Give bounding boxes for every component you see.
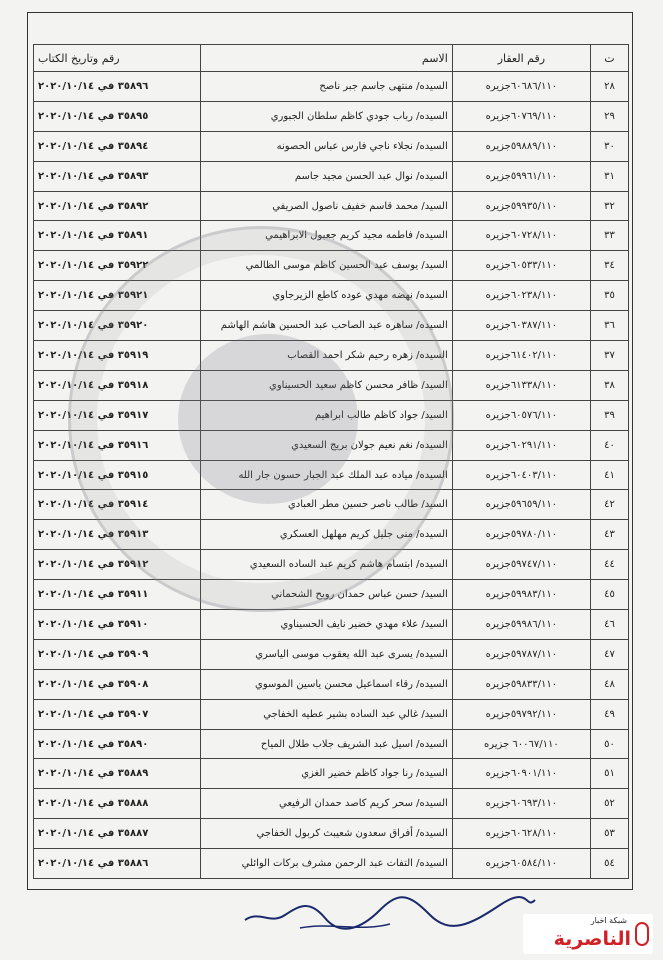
row-property-number: ٦٠٥٣٣/١١٠جزيره — [452, 251, 590, 281]
row-reference: ٣٥٩١٢ في ٢٠٢٠/١٠/١٤ — [34, 550, 201, 580]
row-property-number: ٦١٤٠٢/١١٠جزيره — [452, 341, 590, 371]
row-name: السيده/ يسرى عبد الله يعقوب موسى الياسري — [200, 639, 452, 669]
row-index: ٥٣ — [590, 819, 628, 849]
header-index: ت — [590, 45, 628, 72]
row-reference: ٣٥٩١٣ في ٢٠٢٠/١٠/١٤ — [34, 520, 201, 550]
row-property-number: ٦٠٧٦٩/١١٠جزيره — [452, 101, 590, 131]
row-index: ٤٤ — [590, 550, 628, 580]
row-index: ٣٧ — [590, 341, 628, 371]
table-row — [34, 430, 629, 460]
row-reference: ٣٥٩٢٢ في ٢٠٢٠/١٠/١٤ — [34, 251, 201, 281]
row-reference: ٣٥٩١٤ في ٢٠٢٠/١٠/١٤ — [34, 490, 201, 520]
row-reference: ٣٥٩٠٩ في ٢٠٢٠/١٠/١٤ — [34, 639, 201, 669]
table-row — [34, 191, 629, 221]
row-name: السيده/ رقاء اسماعيل محسن ياسين الموسوي — [200, 669, 452, 699]
row-name: السيد/ حسن عباس حمدان رويح الشحماني — [200, 580, 452, 610]
table-row — [34, 490, 629, 520]
row-property-number: ٦٠٢٣٨/١١٠جزيره — [452, 281, 590, 311]
row-index: ٤٧ — [590, 639, 628, 669]
row-property-number: ٦٠٦٢٨/١١٠جزيره — [452, 819, 590, 849]
records-table — [33, 44, 629, 879]
row-name: السيده/ منى جليل كريم مهلهل العسكري — [200, 520, 452, 550]
row-property-number: ٦٠٢٩١/١١٠جزيره — [452, 430, 590, 460]
table-row — [34, 101, 629, 131]
row-index: ٤٥ — [590, 580, 628, 610]
table-row — [34, 400, 629, 430]
row-name: السيده/ فاطمه مجيد كريم جعبول الابراهيمي — [200, 221, 452, 251]
row-index: ٣١ — [590, 161, 628, 191]
row-reference: ٣٥٨٩٣ في ٢٠٢٠/١٠/١٤ — [34, 161, 201, 191]
row-index: ٤٠ — [590, 430, 628, 460]
row-index: ٤٢ — [590, 490, 628, 520]
row-reference: ٣٥٨٨٩ في ٢٠٢٠/١٠/١٤ — [34, 759, 201, 789]
row-index: ٤١ — [590, 460, 628, 490]
row-reference: ٣٥٨٩٦ في ٢٠٢٠/١٠/١٤ — [34, 72, 201, 102]
table-row — [34, 341, 629, 371]
row-index: ٣٣ — [590, 221, 628, 251]
row-name: السيد/ ظافر محسن كاظم سعيد الحسيناوي — [200, 370, 452, 400]
row-reference: ٣٥٩٢١ في ٢٠٢٠/١٠/١٤ — [34, 281, 201, 311]
table-row — [34, 699, 629, 729]
row-index: ٣٢ — [590, 191, 628, 221]
row-reference: ٣٥٨٩٢ في ٢٠٢٠/١٠/١٤ — [34, 191, 201, 221]
table-row — [34, 669, 629, 699]
logo-mark-icon — [635, 922, 649, 946]
table-row — [34, 759, 629, 789]
table-row — [34, 550, 629, 580]
row-reference: ٣٥٩٠٧ في ٢٠٢٠/١٠/١٤ — [34, 699, 201, 729]
row-property-number: ٥٩٩٨٦/١١٠جزيره — [452, 610, 590, 640]
row-index: ٣٥ — [590, 281, 628, 311]
row-index: ٣٩ — [590, 400, 628, 430]
row-name: السيده/ سحر كريم كاصد حمدان الرفيعي — [200, 789, 452, 819]
table-row — [34, 370, 629, 400]
row-index: ٤٣ — [590, 520, 628, 550]
row-reference: ٣٥٨٩٥ في ٢٠٢٠/١٠/١٤ — [34, 101, 201, 131]
table-row — [34, 639, 629, 669]
row-property-number: ٥٩٩٣٥/١١٠جزيره — [452, 191, 590, 221]
table-row — [34, 789, 629, 819]
row-index: ٢٩ — [590, 101, 628, 131]
table-header-row — [34, 45, 629, 72]
row-reference: ٣٥٨٨٧ في ٢٠٢٠/١٠/١٤ — [34, 819, 201, 849]
row-index: ٤٩ — [590, 699, 628, 729]
row-name: السيده/ ساهره عبد الصاحب عبد الحسين هاشم الهاشم — [200, 311, 452, 341]
table-row — [34, 281, 629, 311]
row-index: ٣٦ — [590, 311, 628, 341]
row-name: السيده/ نوال عبد الحسن مجيد جاسم — [200, 161, 452, 191]
row-property-number: ٥٩٧٤٧/١١٠جزيره — [452, 550, 590, 580]
table-row — [34, 221, 629, 251]
row-index: ٥١ — [590, 759, 628, 789]
row-index: ٥٢ — [590, 789, 628, 819]
row-reference: ٣٥٨٩٤ في ٢٠٢٠/١٠/١٤ — [34, 131, 201, 161]
row-name: السيده/ رباب جودي كاظم سلطان الجبوري — [200, 101, 452, 131]
table-row — [34, 580, 629, 610]
row-index: ٣٤ — [590, 251, 628, 281]
table-row — [34, 819, 629, 849]
row-property-number: ٦٠٥٨٤/١١٠جزيره — [452, 849, 590, 879]
header-reference: رقم وتاريخ الكتاب — [34, 45, 201, 72]
table-row — [34, 251, 629, 281]
news-network-logo — [523, 914, 653, 954]
table-row — [34, 72, 629, 102]
row-name: السيد/ محمد قاسم خفيف ناصول الصريفي — [200, 191, 452, 221]
row-name: السيده/ رنا جواد كاظم خضير الغزي — [200, 759, 452, 789]
row-name: السيده/ نجلاء ناجي فارس عباس الحصونه — [200, 131, 452, 161]
row-reference: ٣٥٩٢٠ في ٢٠٢٠/١٠/١٤ — [34, 311, 201, 341]
row-property-number: ٦٠٦٨٦/١١٠جزيره — [452, 72, 590, 102]
row-name: السيده/ التفات عبد الرحمن مشرف بركات الوائلي — [200, 849, 452, 879]
row-name: السيده/ نغم نعيم جولان بريج السعيدي — [200, 430, 452, 460]
row-name: السيد/ غالي عبد الساده بشير عطيه الخفاجي — [200, 699, 452, 729]
row-property-number: ٦٠٦٩٣/١١٠جزيره — [452, 789, 590, 819]
row-property-number: ٥٩٧٩٢/١١٠جزيره — [452, 699, 590, 729]
row-reference: ٣٥٨٩٠ في ٢٠٢٠/١٠/١٤ — [34, 729, 201, 759]
logo-title: الناصرية — [553, 928, 631, 950]
row-name: السيده/ منتهى جاسم جبر ناصح — [200, 72, 452, 102]
table-row — [34, 520, 629, 550]
row-reference: ٣٥٩١٨ في ٢٠٢٠/١٠/١٤ — [34, 370, 201, 400]
row-name: السيد/ جواد كاظم طالب ابراهيم — [200, 400, 452, 430]
row-property-number: ٥٩٨٨٩/١١٠جزيره — [452, 131, 590, 161]
logo-subtitle: شبكة اخبار — [590, 916, 627, 925]
row-reference: ٣٥٩١٦ في ٢٠٢٠/١٠/١٤ — [34, 430, 201, 460]
header-name: الاسم — [200, 45, 452, 72]
row-property-number: ٦٠٤٠٣/١١٠جزيره — [452, 460, 590, 490]
header-property: رقم العقار — [452, 45, 590, 72]
row-name: السيد/ علاء مهدي خضير نايف الحسيناوي — [200, 610, 452, 640]
table-row — [34, 311, 629, 341]
row-name: السيده/ أفراق سعدون شعيبث كربول الخفاجي — [200, 819, 452, 849]
row-reference: ٣٥٨٨٦ في ٢٠٢٠/١٠/١٤ — [34, 849, 201, 879]
row-reference: ٣٥٩٠٨ في ٢٠٢٠/١٠/١٤ — [34, 669, 201, 699]
row-index: ٤٨ — [590, 669, 628, 699]
table-row — [34, 849, 629, 879]
row-property-number: ٦٠٠٦٧/١١٠ جزيره — [452, 729, 590, 759]
row-name: السيده/ مياده عبد الملك عبد الجبار حسون جار الله — [200, 460, 452, 490]
row-index: ٥٠ — [590, 729, 628, 759]
row-property-number: ٥٩٧٨٠/١١٠جزيره — [452, 520, 590, 550]
row-property-number: ٥٩٧٨٧/١١٠جزيره — [452, 639, 590, 669]
table-row — [34, 131, 629, 161]
row-reference: ٣٥٩١٧ في ٢٠٢٠/١٠/١٤ — [34, 400, 201, 430]
row-index: ٣٠ — [590, 131, 628, 161]
row-property-number: ٥٩٩٨٣/١١٠جزيره — [452, 580, 590, 610]
table-row — [34, 460, 629, 490]
row-property-number: ٦١٣٣٨/١١٠جزيره — [452, 370, 590, 400]
row-property-number: ٦٠٣٨٧/١١٠جزيره — [452, 311, 590, 341]
row-reference: ٣٥٨٨٨ في ٢٠٢٠/١٠/١٤ — [34, 789, 201, 819]
row-property-number: ٥٩٩٦١/١١٠جزيره — [452, 161, 590, 191]
row-name: السيد/ يوسف عبد الحسين كاظم موسى الظالمي — [200, 251, 452, 281]
row-index: ٣٨ — [590, 370, 628, 400]
row-property-number: ٦٠٥٧٦/١١٠جزيره — [452, 400, 590, 430]
row-reference: ٣٥٩١١ في ٢٠٢٠/١٠/١٤ — [34, 580, 201, 610]
row-reference: ٣٥٩١٥ في ٢٠٢٠/١٠/١٤ — [34, 460, 201, 490]
row-name: السيده/ اسيل عبد الشريف جلاب طلال المياح — [200, 729, 452, 759]
table-row — [34, 729, 629, 759]
row-property-number: ٥٩٨٣٣/١١٠جزيره — [452, 669, 590, 699]
row-reference: ٣٥٩١٠ في ٢٠٢٠/١٠/١٤ — [34, 610, 201, 640]
row-property-number: ٥٩٦٥٩/١١٠جزيره — [452, 490, 590, 520]
table-body — [34, 72, 629, 879]
row-name: السيده/ ابتسام هاشم كريم عبد الساده السعيدي — [200, 550, 452, 580]
row-name: السيده/ نهضه مهدي عوده كاطع الزيرجاوي — [200, 281, 452, 311]
table-row — [34, 610, 629, 640]
row-index: ٥٤ — [590, 849, 628, 879]
row-reference: ٣٥٩١٩ في ٢٠٢٠/١٠/١٤ — [34, 341, 201, 371]
table-row — [34, 161, 629, 191]
row-property-number: ٦٠٩٠١/١١٠جزيره — [452, 759, 590, 789]
row-property-number: ٦٠٧٢٨/١١٠جزيره — [452, 221, 590, 251]
row-index: ٤٦ — [590, 610, 628, 640]
row-reference: ٣٥٨٩١ في ٢٠٢٠/١٠/١٤ — [34, 221, 201, 251]
row-name: السيد/ طالب ناصر حسين مطر العبادي — [200, 490, 452, 520]
row-name: السيده/ زهره رحيم شكر احمد القصاب — [200, 341, 452, 371]
row-index: ٢٨ — [590, 72, 628, 102]
